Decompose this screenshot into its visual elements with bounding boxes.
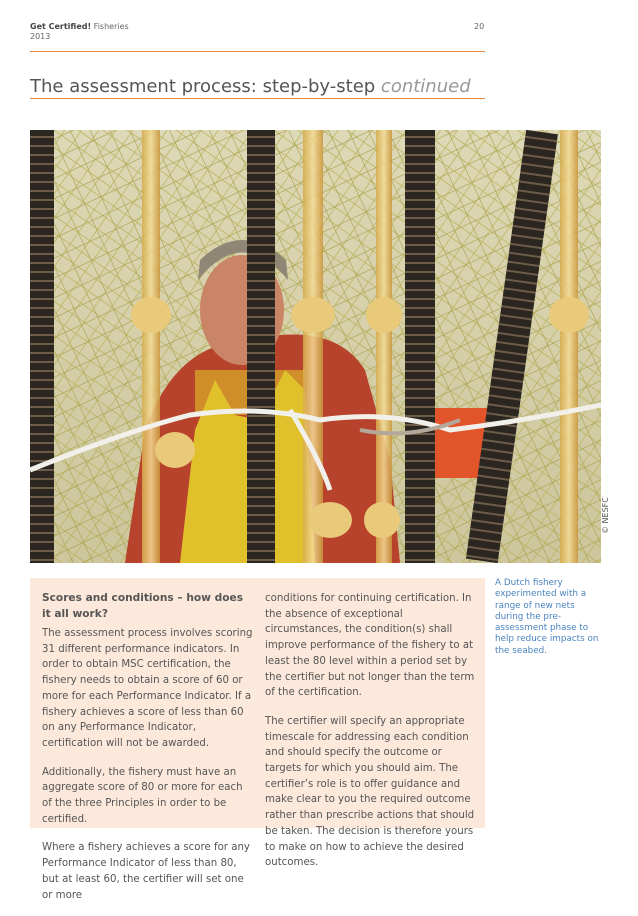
title-rule — [30, 98, 485, 99]
info-paragraph: The assessment process involves scoring 31 different performance indicators. In order to obtain MSC certification, the fishery needs to obtain a score of 60 or more for each Performance Indicator. If a fishery achieves a score of less than 60 on any Performance Indicator, certification will not be awarded. — [42, 628, 253, 749]
page-title-main: The assessment process: step-by-step — [30, 76, 381, 98]
info-paragraph: conditions for continuing certification. In the absence of exceptional circumstances, the condition(s) shall improve performance of the fishery to at least the 80 level within a period set by the certifier but not longer than the term of the certification. — [265, 593, 475, 699]
photo-caption: A Dutch fishery experimented with a range of new nets during the pre-assessment phase to help reduce impacts on the seabed. — [495, 578, 599, 656]
publication-title: Get Certified! — [30, 22, 92, 31]
info-box-column-2 — [265, 591, 475, 884]
info-box-heading: Scores and conditions – how does it all work? — [42, 592, 244, 620]
page-title-emphasis: continued — [380, 76, 471, 98]
info-paragraph: Additionally, the fishery must have an aggregate score of 80 or more for each of the three Principles in order to be certified. — [42, 766, 243, 825]
info-paragraph: The certifier will specify an appropriate timescale for addressing each condition and should specify the outcome or targets for which you should aim. The certifier’s role is to offer guidance and make clear to you the required outcome rather than prescribe actions that should be taken. The decision is therefore yours to make on how to achieve the desired outcomes. — [265, 715, 475, 869]
running-header — [30, 22, 129, 42]
info-paragraph: Where a fishery achieves a score for any Performance Indicator of less than 80, but at least 60, the certifier will set one or more — [42, 842, 250, 901]
fisherman-nets-photo — [30, 130, 601, 563]
photo-credit: © NESFC — [601, 497, 610, 534]
publication-section: Fisheries — [91, 22, 129, 31]
publication-year: 2013 — [30, 32, 51, 41]
page-title — [30, 76, 471, 97]
page-number: 20 — [474, 22, 485, 31]
header-rule — [30, 51, 485, 52]
info-box-column-1 — [42, 591, 254, 916]
